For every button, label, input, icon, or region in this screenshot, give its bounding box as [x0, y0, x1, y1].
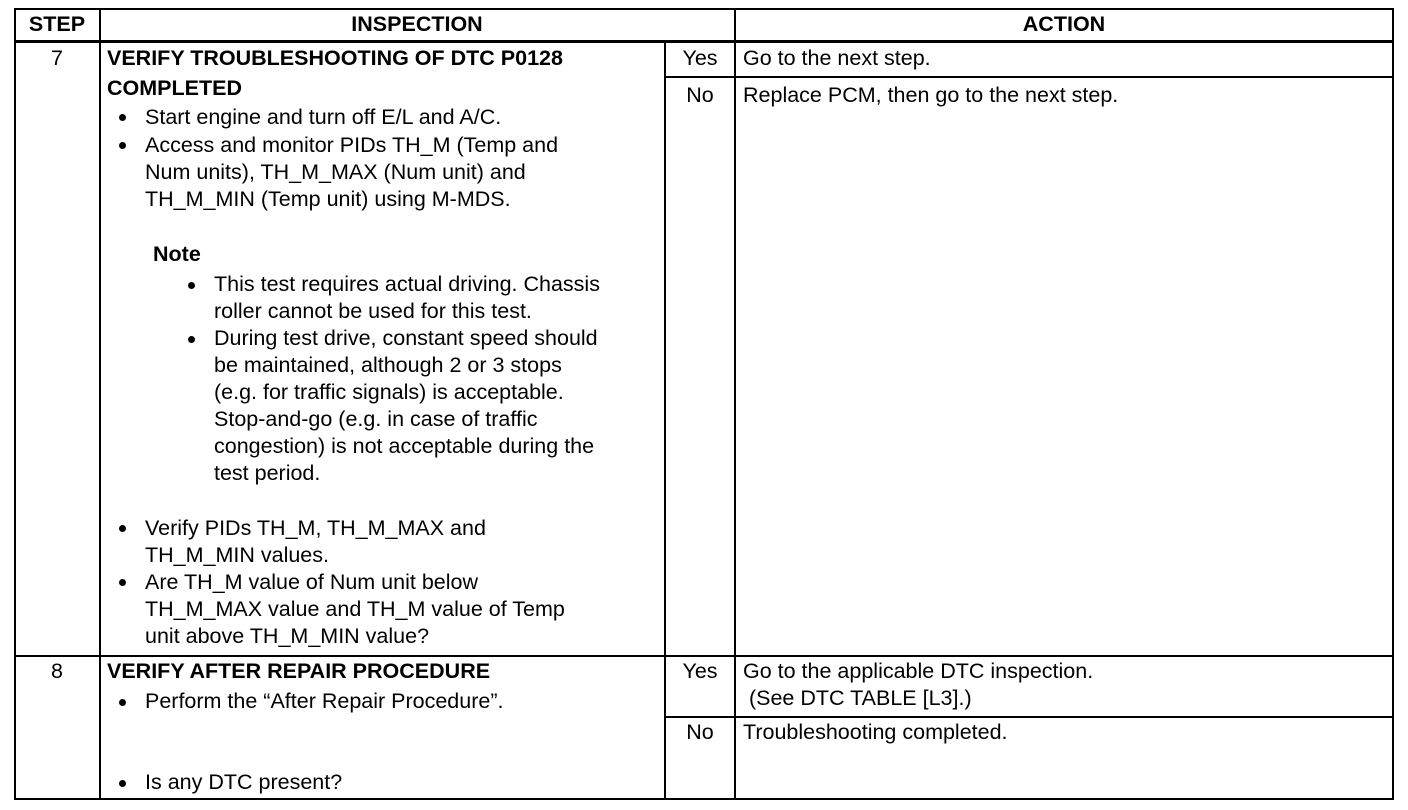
step-divider [14, 655, 1394, 657]
step8-bullet-2: Is any DTC present? [145, 770, 343, 794]
bullet-icon [119, 525, 126, 532]
step8-no-action: Troubleshooting completed. [743, 720, 1008, 744]
note-bullet-2: During test drive, constant speed should be maintained, although 2 or 3 stops (e.g. for traffic signals) is acceptable. Stop-and-go (e.g. in case of traffic congestion) is not acceptable during the test period. [214, 326, 598, 485]
step8-yes-label: Yes [682, 659, 718, 683]
note-bullet-1: This test requires actual driving. Chassis roller cannot be used for this test. [214, 272, 600, 323]
table-border-bottom [14, 798, 1394, 800]
step7-yes-label: Yes [682, 46, 718, 70]
step8-no-label: No [686, 720, 714, 744]
step8-number: 8 [51, 659, 63, 683]
step7-yes-action: Go to the next step. [743, 46, 931, 70]
action-column-divider [734, 8, 736, 800]
step7-bullet-3: Verify PIDs TH_M, TH_M_MAX and TH_M_MIN values. [145, 516, 486, 567]
step7-title-cont: COMPLETED [107, 76, 242, 100]
step7-bullet-4: Are TH_M value of Num unit below TH_M_MAX value and TH_M value of Temp unit above TH_M_MIN value? [145, 570, 565, 648]
step7-no-label: No [686, 83, 714, 107]
yes-no-column-divider [664, 41, 666, 800]
table-border-top [14, 8, 1394, 10]
bullet-icon [119, 142, 126, 149]
step8-title: VERIFY AFTER REPAIR PROCEDURE [107, 659, 491, 683]
step7-bullet-2: Access and monitor PIDs TH_M (Temp and Num units), TH_M_MAX (Num unit) and TH_M_MIN (Temp unit) using M-MDS. [145, 133, 559, 211]
header-divider [14, 40, 1394, 43]
step8-bullet-1: Perform the “After Repair Procedure”. [145, 689, 504, 713]
dtc-inspection-table [14, 8, 1394, 800]
bullet-icon [119, 780, 126, 787]
header-step: STEP [28, 12, 86, 36]
step7-no-action: Replace PCM, then go to the next step. [743, 83, 1119, 107]
header-action: ACTION [1022, 12, 1106, 36]
bullet-icon [188, 336, 195, 343]
step7-answer-divider [664, 76, 1394, 78]
bullet-icon [119, 579, 126, 586]
step7-title: VERIFY TROUBLESHOOTING OF DTC P0128 [107, 46, 563, 70]
step7-bullet-1: Start engine and turn off E/L and A/C. [145, 105, 502, 129]
step8-yes-action: Go to the applicable DTC inspection. (See DTC TABLE [L3].) [743, 659, 1094, 710]
step7-number: 7 [51, 46, 63, 70]
bullet-icon [119, 699, 126, 706]
bullet-icon [188, 282, 195, 289]
table-border-right [1392, 8, 1394, 800]
note-title: Note [153, 242, 201, 266]
header-inspection: INSPECTION [351, 12, 483, 36]
step8-answer-divider [664, 716, 1394, 718]
bullet-icon [119, 114, 126, 121]
